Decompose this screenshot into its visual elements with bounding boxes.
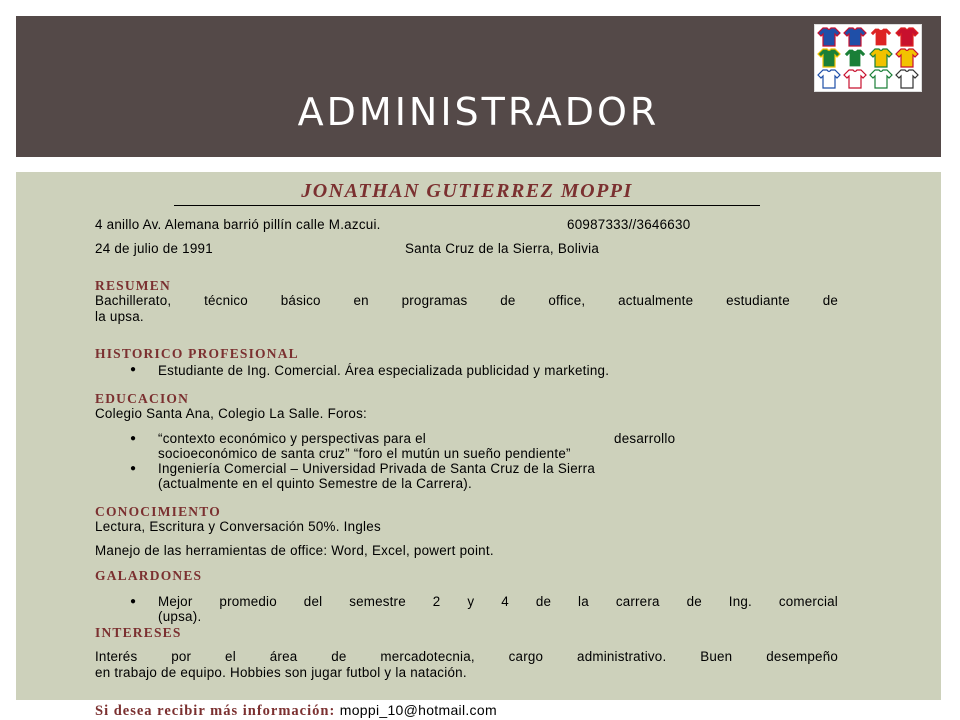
name-underline: [174, 205, 760, 206]
jersey-icon: [896, 28, 918, 46]
conocimiento-line-2: Manejo de las herramientas de office: Word, Excel, powert point.: [95, 543, 494, 558]
bullet-icon: ●: [130, 433, 137, 444]
heading-educacion: EDUCACION: [95, 391, 190, 406]
birth-date-text: 24 de julio de 1991: [95, 241, 213, 256]
slide-title: ADMINISTRADOR: [297, 90, 660, 134]
heading-historico: HISTORICO PROFESIONAL: [95, 346, 299, 361]
heading-resumen: RESUMEN: [95, 278, 171, 293]
conocimiento-line-1: Lectura, Escritura y Conversación 50%. Ingles: [95, 519, 381, 534]
educacion-item1-part1: “contexto económico y perspectivas para el: [158, 431, 427, 446]
bullet-icon: ●: [130, 463, 137, 474]
educacion-intro: Colegio Santa Ana, Colegio La Salle. Foros:: [95, 406, 368, 421]
jersey-icon: [870, 49, 892, 67]
bullet-icon: ●: [130, 364, 137, 375]
educacion-item1-part2: desarrollo: [614, 431, 676, 446]
jersey-icon: [818, 49, 840, 67]
intereses-line-2: en trabajo de equipo. Hobbies son jugar futbol y la natación.: [95, 665, 467, 680]
contact-email: moppi_10@hotmail.com: [339, 702, 497, 718]
galardones-line-2: (upsa).: [158, 609, 202, 624]
cv-name: JONATHAN GUTIERREZ MOPPI: [301, 180, 633, 202]
jerseys-grid-icon: [814, 24, 922, 92]
contact-label: Si desea recibir más información:: [95, 703, 336, 719]
heading-conocimiento: CONOCIMIENTO: [95, 504, 221, 519]
jersey-icon: [844, 49, 866, 67]
educacion-item2-line2: (actualmente en el quinto Semestre de la Carrera).: [158, 476, 472, 491]
jersey-icon: [870, 70, 892, 88]
historico-item: Estudiante de Ing. Comercial. Área especializada publicidad y marketing.: [158, 363, 610, 378]
jersey-icon: [844, 28, 866, 46]
jersey-icon: [896, 49, 918, 67]
title-banner: [16, 16, 941, 157]
jersey-icon: [844, 70, 866, 88]
bullet-icon: ●: [130, 596, 137, 607]
jersey-icon: [818, 28, 840, 46]
resumen-line-2: la upsa.: [95, 309, 144, 324]
address-text: 4 anillo Av. Alemana barrió pillín calle M.azcui.: [95, 217, 381, 232]
phone-text: 60987333//3646630: [567, 217, 691, 232]
jersey-icon: [896, 70, 918, 88]
galardones-line-1: Mejor promedio del semestre 2 y 4 de la carrera de Ing. comercial: [158, 594, 838, 609]
educacion-item2-line1: Ingeniería Comercial – Universidad Privada de Santa Cruz de la Sierra: [158, 461, 596, 476]
intereses-line-1: Interés por el área de mercadotecnia, cargo administrativo. Buen desempeño: [95, 649, 838, 664]
educacion-item1-line2: socioeconómico de santa cruz” “foro el mutún un sueño pendiente”: [158, 446, 571, 461]
resumen-line-1: Bachillerato, técnico básico en programas de office, actualmente estudiante de: [95, 293, 838, 308]
jersey-icon: [818, 70, 840, 88]
heading-galardones: GALARDONES: [95, 568, 203, 583]
jersey-icon: [870, 28, 892, 46]
birth-place-text: Santa Cruz de la Sierra, Bolivia: [405, 241, 600, 256]
heading-intereses: INTERESES: [95, 625, 182, 640]
contact-footer: [95, 701, 497, 720]
